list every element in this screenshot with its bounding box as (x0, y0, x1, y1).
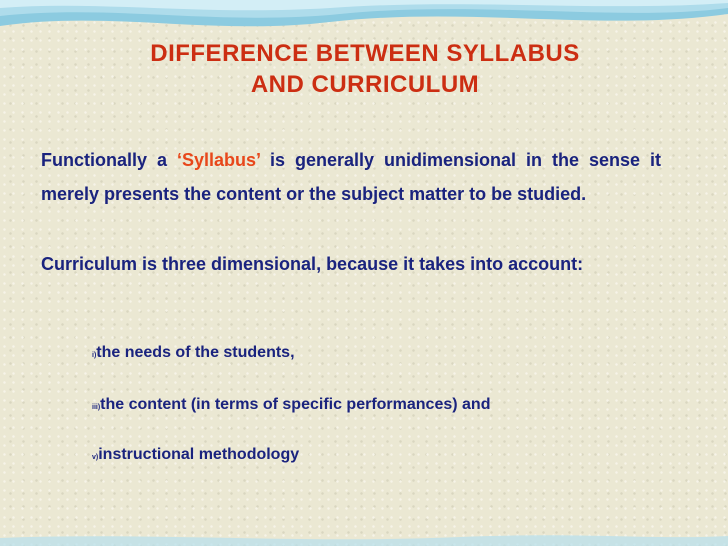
curriculum-paragraph: Curriculum is three dimensional, because it takes into account: (41, 254, 584, 274)
list-item (92, 396, 490, 414)
list-item (92, 344, 295, 362)
list-item-text: the needs of the students, (96, 344, 295, 361)
paragraph-text: Functionally a (41, 150, 177, 170)
list-item-text: instructional methodology (98, 446, 300, 463)
list-item-text: the content (in terms of specific performances) and (100, 396, 491, 413)
syllabus-paragraph (41, 143, 661, 211)
syllabus-keyword: ‘Syllabus’ (176, 150, 261, 170)
paragraph-text: is generally unidimensional in the sense it merely presents the content or the subject matter to be studied. (41, 150, 661, 204)
title-line-1: DIFFERENCE BETWEEN SYLLABUS (150, 40, 580, 67)
bottom-wave-decoration (0, 532, 728, 546)
list-marker: v) (92, 454, 99, 461)
slide-title (40, 38, 690, 100)
list-marker: iii) (92, 404, 101, 411)
list-item (92, 446, 299, 464)
list-marker: i) (92, 352, 97, 359)
title-line-2: AND CURRICULUM (250, 71, 480, 98)
